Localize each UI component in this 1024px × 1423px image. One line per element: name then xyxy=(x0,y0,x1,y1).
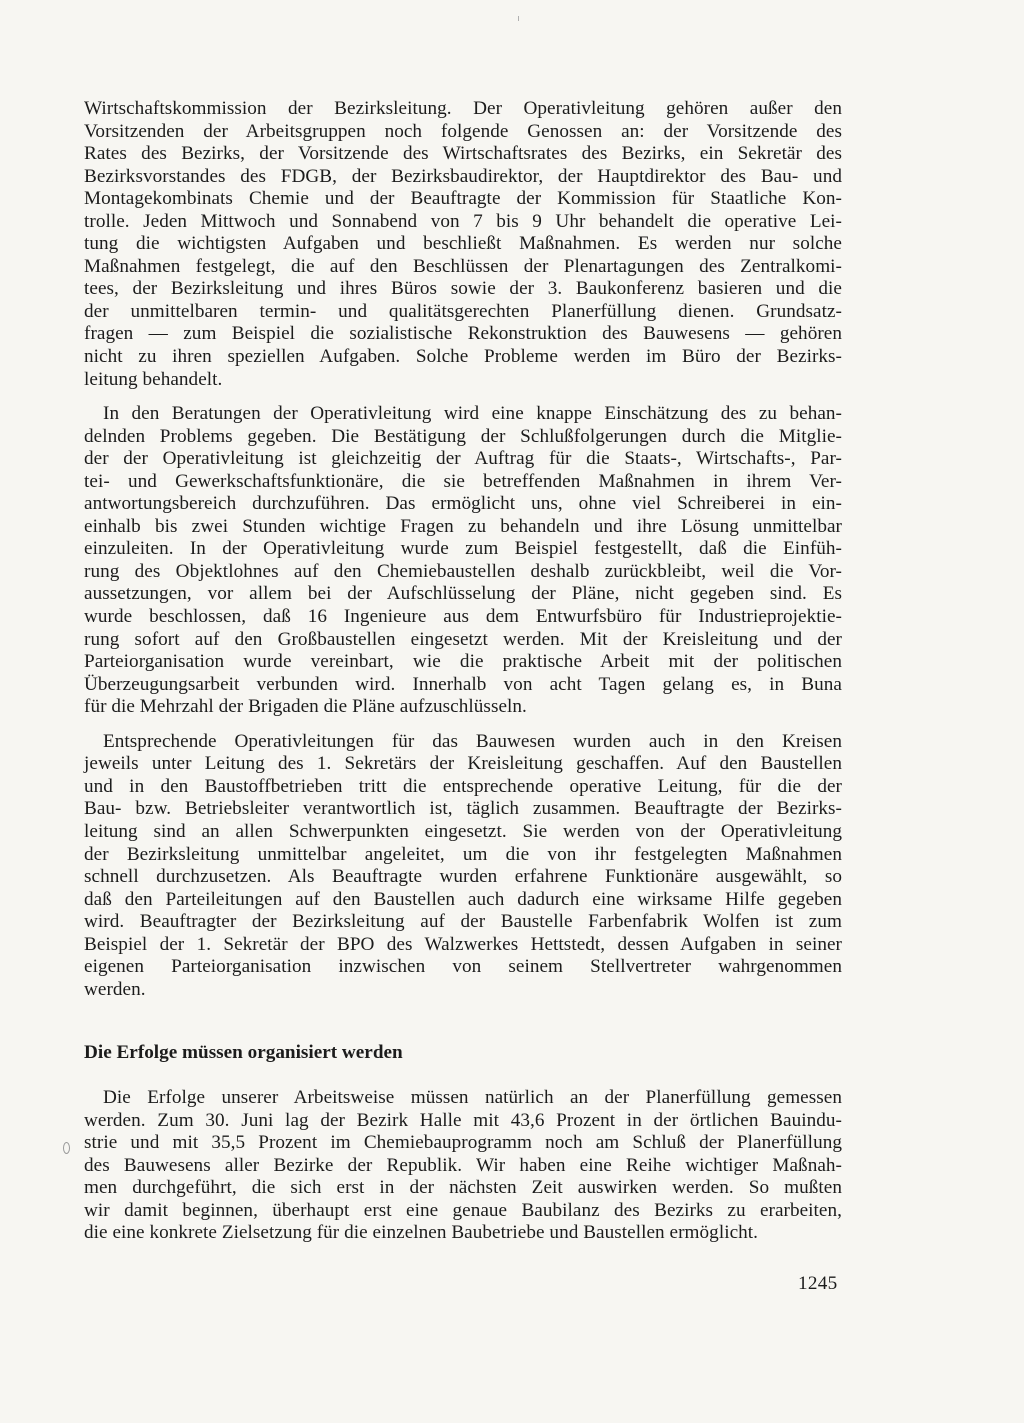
text-line: des Bauwesens aller Bezirke der Republik. Wir haben eine Reihe wichtiger Maßnah- xyxy=(84,1154,842,1176)
text-line: delnden Problems gegeben. Die Bestätigung der Schlußfolgerungen durch die Mitglie- xyxy=(84,425,842,447)
text-line: Bau- bzw. Betriebsleiter verantwortlich ist, täglich zusammen. Beauftragte der Bezirks- xyxy=(84,798,842,820)
text-line: rung sofort auf den Großbaustellen eingesetzt werden. Mit der Kreisleitung und der xyxy=(84,628,842,650)
text-line: In den Beratungen der Operativleitung wird eine knappe Einschätzung des zu behan- xyxy=(103,403,842,425)
text-line: antwortungsbereich durchzuführen. Das ermöglicht uns, ohne viel Schreiberei in ein- xyxy=(84,493,842,515)
text-line: Vorsitzenden der Arbeitsgruppen noch folgende Genossen an: der Vorsitzende des xyxy=(84,120,842,142)
text-line: schnell durchzusetzen. Als Beauftragte wurden erfahrene Funktionäre ausgewählt, so xyxy=(84,866,842,888)
section-body xyxy=(84,1087,842,1257)
paragraph-operativleitung-members xyxy=(84,98,842,391)
text-line: Montagekombinats Chemie und der Beauftragte der Kommission für Staatliche Kon- xyxy=(84,188,842,210)
text-line: der unmittelbaren termin- und qualitätsgerechten Planerfüllung dienen. Grundsatz- xyxy=(84,300,842,322)
text-line: strie und mit 35,5 Prozent im Chemiebauprogramm noch am Schluß der Planerfüllung xyxy=(84,1132,842,1154)
text-line: men durchgeführt, die sich erst in der nächsten Zeit auswirken werden. So mußten xyxy=(84,1177,842,1199)
text-line: einzuleiten. In der Operativleitung wurde zum Beispiel festgestellt, daß die Einfüh- xyxy=(84,538,842,560)
text-line: Die Erfolge unserer Arbeitsweise müssen natürlich an der Planerfüllung gemessen xyxy=(103,1087,842,1108)
text-line: eigenen Parteiorganisation inzwischen von seinem Stellvertreter wahrgenommen xyxy=(84,956,842,978)
text-line: daß den Parteileitungen auf den Baustellen auch dadurch eine wirksame Hilfe gegeben xyxy=(84,888,842,910)
scan-mark xyxy=(518,16,519,21)
text-line: wir damit beginnen, überhaupt erst eine genaue Baubilanz des Bezirks zu erarbeiten, xyxy=(84,1199,842,1221)
text-line: rung des Objektlohnes auf den Chemiebaustellen deshalb zurückbleibt, weil die Vor- xyxy=(84,560,842,582)
text-line: Parteiorganisation wurde vereinbart, wie die praktische Arbeit mit der politischen xyxy=(84,651,842,673)
text-line: leitung sind an allen Schwerpunkten eingesetzt. Sie werden von der Operativleitung xyxy=(84,820,842,842)
text-line: tei- und Gewerkschaftsfunktionäre, die sie betreffenden Maßnahmen in ihrem Ver- xyxy=(84,470,842,492)
text-line: werden. Zum 30. Juni lag der Bezirk Halle mit 43,6 Prozent in der örtlichen Bauindu- xyxy=(84,1109,842,1131)
text-line: Maßnahmen festgelegt, die auf den Beschlüssen der Plenartagungen des Zentralkomi- xyxy=(84,255,842,277)
text-line: und in den Baustoffbetrieben tritt die entsprechende operative Leitung, für die der xyxy=(84,775,842,797)
page-body xyxy=(84,98,842,1013)
text-line: Bezirksvorstandes des FDGB, der Bezirksbaudirektor, der Hauptdirektor des Bau- und xyxy=(84,165,842,187)
text-line: nicht zu ihren speziellen Aufgaben. Solche Probleme werden im Büro der Bezirks- xyxy=(84,346,842,368)
text-line: tees, der Bezirksleitung und ihres Büros sowie der 3. Baukonferenz basieren und die xyxy=(84,278,842,300)
paragraph-beratungen xyxy=(84,403,842,719)
paragraph-erfolge xyxy=(84,1087,842,1245)
text-line: wird. Beauftragter der Bezirksleitung auf der Baustelle Farbenfabrik Wolfen ist zum xyxy=(84,911,842,933)
text-line: der Bezirksleitung unmittelbar angeleitet, um die von ihr festgelegten Maßnahmen xyxy=(84,843,842,865)
text-line: fragen — zum Beispiel die sozialistische Rekonstruktion des Bauwesens — gehören xyxy=(84,323,842,345)
text-line: einhalb bis zwei Stunden wichtige Fragen zu behandeln und ihre Lösung unmittelbar xyxy=(84,515,842,537)
section-heading: Die Erfolge müssen organisiert werden xyxy=(84,1042,403,1063)
text-line: werden. xyxy=(84,978,146,1000)
text-line: leitung behandelt. xyxy=(84,368,223,390)
text-line: jeweils unter Leitung des 1. Sekretärs der Kreisleitung geschaffen. Auf den Baustellen xyxy=(84,753,842,775)
text-line: tung die wichtigsten Aufgaben und beschließt Maßnahmen. Es werden nur solche xyxy=(84,233,842,255)
scan-speck xyxy=(63,1142,70,1154)
text-line: für die Mehrzahl der Brigaden die Pläne aufzuschlüsseln. xyxy=(84,696,527,718)
text-line: Beispiel der 1. Sekretär der BPO des Walzwerkes Hettstedt, dessen Aufgaben in seiner xyxy=(84,933,842,955)
text-line: Wirtschaftskommission der Bezirksleitung. Der Operativleitung gehören außer den xyxy=(84,98,842,119)
text-line: der der Operativleitung ist gleichzeitig der Auftrag für die Staats-, Wirtschafts-, Par- xyxy=(84,448,842,470)
text-line: Überzeugungsarbeit verbunden wird. Innerhalb von acht Tagen gelang es, in Buna xyxy=(84,673,842,695)
paragraph-kreise xyxy=(84,731,842,1002)
text-line: wurde beschlossen, daß 16 Ingenieure aus dem Entwurfsbüro für Industrieprojektie- xyxy=(84,606,842,628)
text-line: Entsprechende Operativleitungen für das Bauwesen wurden auch in den Kreisen xyxy=(103,730,842,752)
text-line: Rates des Bezirks, der Vorsitzende des Wirtschaftsrates des Bezirks, ein Sekretär des xyxy=(84,143,842,165)
text-line: trolle. Jeden Mittwoch und Sonnabend von 7 bis 9 Uhr behandelt die operative Lei- xyxy=(84,210,842,232)
text-line: die eine konkrete Zielsetzung für die einzelnen Baubetriebe und Baustellen ermöglicht. xyxy=(84,1222,759,1244)
page-number: 1245 xyxy=(798,1273,838,1294)
text-line: aussetzungen, vor allem bei der Aufschlüsselung der Pläne, nicht gegeben sind. Es xyxy=(84,583,842,605)
